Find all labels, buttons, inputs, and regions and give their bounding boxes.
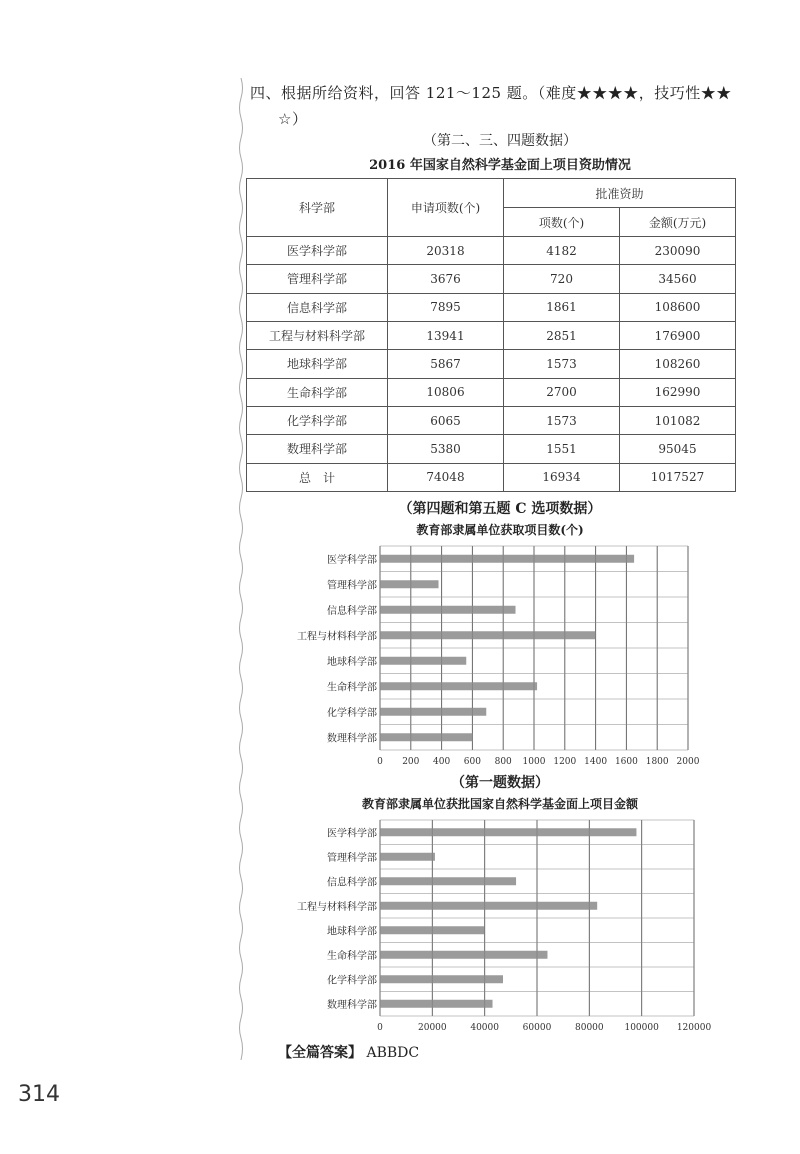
- bar: [380, 1000, 493, 1008]
- tick-label: 1000: [522, 757, 546, 767]
- answer-label: 【全篇答案】: [278, 1045, 362, 1061]
- header-applied: 申请项数(个): [388, 179, 504, 237]
- category-label: 工程与材料科学部: [297, 631, 377, 643]
- table-row: [247, 321, 736, 349]
- answer-line: [278, 1042, 419, 1062]
- tick-label: 100000: [624, 1023, 659, 1033]
- category-label: 地球科学部: [327, 656, 377, 668]
- category-label: 医学科学部: [327, 554, 377, 566]
- answer-value: ABBDC: [366, 1045, 420, 1061]
- tick-label: 80000: [575, 1023, 604, 1033]
- bar: [380, 853, 435, 861]
- category-label: 管理科学部: [327, 580, 377, 592]
- cell-dept: 化学科学部: [247, 406, 388, 434]
- bar: [380, 657, 466, 665]
- grants-table: [246, 178, 736, 492]
- table-row: [247, 265, 736, 293]
- category-label: 信息科学部: [327, 605, 377, 617]
- table-row: [247, 237, 736, 265]
- page-number: 314: [18, 1082, 60, 1107]
- tick-label: 800: [494, 757, 512, 767]
- cell-applied: 7895: [388, 293, 504, 321]
- tick-label: 1400: [584, 757, 608, 767]
- cell-dept: 管理科学部: [247, 265, 388, 293]
- tick-label: 20000: [418, 1023, 447, 1033]
- bar: [380, 902, 597, 910]
- bar: [380, 580, 439, 588]
- category-label: 生命科学部: [327, 950, 377, 962]
- category-label: 数理科学部: [327, 999, 377, 1011]
- chart-project-count-svg: [250, 520, 750, 770]
- header-approved: 批准资助: [504, 179, 736, 208]
- cell-dept: 医学科学部: [247, 237, 388, 265]
- bar: [380, 951, 547, 959]
- cell-dept: 地球科学部: [247, 350, 388, 378]
- left-margin-border: [236, 78, 246, 1060]
- cell-amount: 34560: [620, 265, 736, 293]
- cell-applied: 20318: [388, 237, 504, 265]
- tick-label: 0: [377, 1023, 383, 1033]
- table-row: [247, 435, 736, 463]
- tick-label: 200: [402, 757, 420, 767]
- cell-count: 1551: [504, 435, 620, 463]
- cell-amount: 108600: [620, 293, 736, 321]
- cell-dept: 总 计: [247, 463, 388, 491]
- cell-amount: 108260: [620, 350, 736, 378]
- table-caption: （第二、三、四题数据）: [423, 133, 577, 149]
- table-row: [247, 378, 736, 406]
- cell-count: 16934: [504, 463, 620, 491]
- cell-amount: 230090: [620, 237, 736, 265]
- question-header: [250, 80, 770, 132]
- chart1-caption: （第四题和第五题 C 选项数据）: [398, 501, 602, 517]
- cell-applied: 5867: [388, 350, 504, 378]
- tick-label: 1200: [553, 757, 577, 767]
- table-row: [247, 293, 736, 321]
- chart2-caption: （第一题数据）: [451, 775, 549, 791]
- header-dept: 科学部: [247, 179, 388, 237]
- cell-amount: 162990: [620, 378, 736, 406]
- cell-applied: 5380: [388, 435, 504, 463]
- tick-label: 600: [463, 757, 481, 767]
- cell-applied: 3676: [388, 265, 504, 293]
- table-row: [247, 406, 736, 434]
- cell-count: 720: [504, 265, 620, 293]
- cell-dept: 生命科学部: [247, 378, 388, 406]
- cell-count: 2851: [504, 321, 620, 349]
- cell-count: 2700: [504, 378, 620, 406]
- cell-dept: 信息科学部: [247, 293, 388, 321]
- tick-label: 40000: [470, 1023, 499, 1033]
- bar: [380, 682, 537, 690]
- bar: [380, 877, 516, 885]
- tick-label: 0: [377, 757, 383, 767]
- table-title: 2016 年国家自然科学基金面上项目资助情况: [369, 158, 631, 173]
- cell-count: 1573: [504, 406, 620, 434]
- bar: [380, 631, 596, 639]
- category-label: 化学科学部: [327, 975, 377, 987]
- question-line-2: ☆）: [278, 110, 308, 128]
- cell-applied: 74048: [388, 463, 504, 491]
- tick-label: 1800: [645, 757, 669, 767]
- cell-applied: 10806: [388, 378, 504, 406]
- tick-label: 1600: [614, 757, 638, 767]
- cell-dept: 工程与材料科学部: [247, 321, 388, 349]
- bar: [380, 828, 636, 836]
- chart-title: 教育部隶属单位获批国家自然科学基金面上项目金额: [361, 797, 639, 811]
- chart-grant-amount-svg: [250, 796, 750, 1036]
- category-label: 数理科学部: [327, 733, 377, 745]
- cell-count: 4182: [504, 237, 620, 265]
- chart-project-count: [250, 520, 750, 770]
- table-row: [247, 350, 736, 378]
- table-row: [247, 463, 736, 491]
- header-amount: 金额(万元): [620, 208, 736, 237]
- cell-amount: 101082: [620, 406, 736, 434]
- cell-applied: 6065: [388, 406, 504, 434]
- category-label: 地球科学部: [327, 926, 377, 938]
- category-label: 管理科学部: [327, 852, 377, 864]
- category-label: 医学科学部: [327, 828, 377, 840]
- bar: [380, 733, 472, 741]
- bar: [380, 926, 485, 934]
- question-line-1: 四、根据所给资料，回答 121～125 题。（难度★★★★，技巧性★★: [250, 84, 732, 102]
- tick-label: 120000: [676, 1023, 712, 1033]
- cell-amount: 1017527: [620, 463, 736, 491]
- table-header-row: [247, 179, 736, 208]
- cell-dept: 数理科学部: [247, 435, 388, 463]
- cell-amount: 95045: [620, 435, 736, 463]
- cell-count: 1573: [504, 350, 620, 378]
- tick-label: 60000: [522, 1023, 552, 1033]
- header-count: 项数(个): [504, 208, 620, 237]
- cell-amount: 176900: [620, 321, 736, 349]
- bar: [380, 975, 503, 983]
- category-label: 化学科学部: [327, 707, 377, 719]
- chart-title: 教育部隶属单位获取项目数(个): [416, 523, 584, 537]
- bar: [380, 555, 634, 563]
- cell-count: 1861: [504, 293, 620, 321]
- cell-applied: 13941: [388, 321, 504, 349]
- category-label: 工程与材料科学部: [297, 901, 377, 913]
- tick-label: 400: [433, 757, 451, 767]
- bar: [380, 606, 516, 614]
- category-label: 信息科学部: [327, 877, 377, 889]
- bar: [380, 708, 486, 716]
- chart-grant-amount: [250, 796, 750, 1036]
- category-label: 生命科学部: [327, 682, 377, 694]
- tick-label: 2000: [676, 757, 700, 767]
